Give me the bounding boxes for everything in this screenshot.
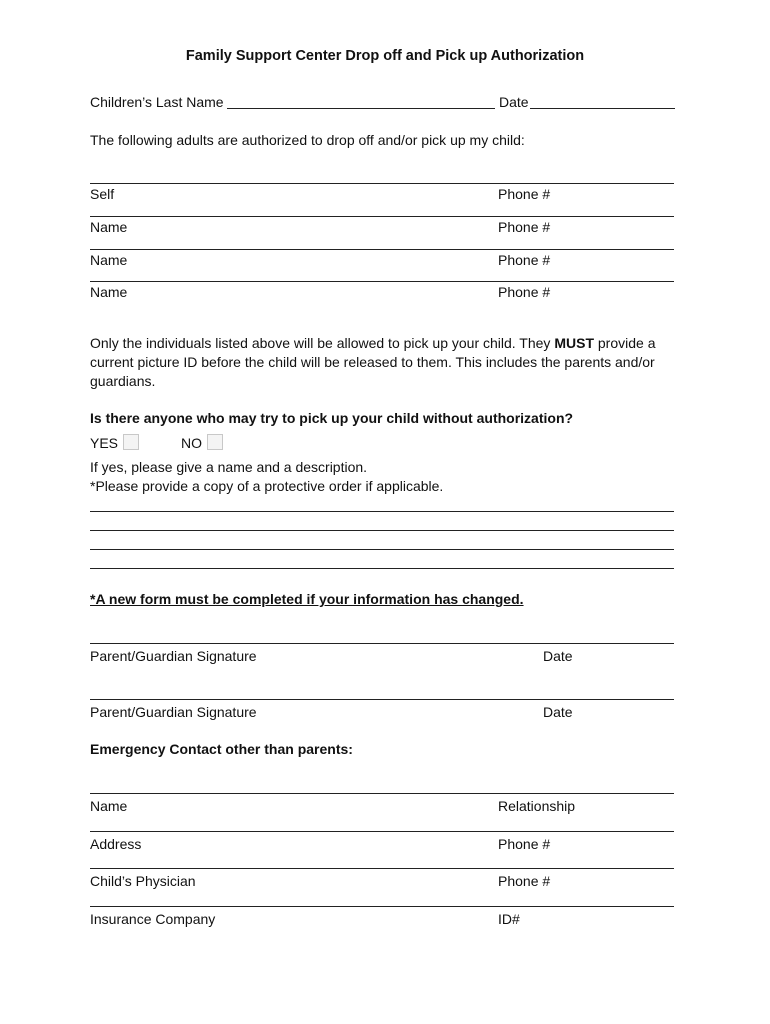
authorized-phone-label: Phone # — [498, 284, 551, 300]
emergency-line-2[interactable] — [90, 831, 674, 832]
signature-date-label: Date — [543, 704, 573, 720]
description-line-1[interactable] — [90, 511, 674, 512]
emergency-heading: Emergency Contact other than parents: — [90, 741, 353, 757]
authorized-line-1[interactable] — [90, 183, 674, 184]
description-line-4[interactable] — [90, 568, 674, 569]
authorized-line-3[interactable] — [90, 249, 674, 250]
yes-checkbox[interactable] — [123, 434, 139, 450]
emergency-field-label: Insurance Company — [90, 911, 216, 927]
description-line-3[interactable] — [90, 549, 674, 550]
emergency-field-label-right: Phone # — [498, 836, 551, 852]
emergency-field-label-right: Relationship — [498, 798, 576, 814]
id-notice-text-2: provide a current picture ID before the child will be released to them. This includes the parents and/or guardians. — [90, 335, 656, 389]
no-option[interactable] — [181, 434, 223, 452]
id-notice-must: MUST — [554, 335, 594, 351]
signature-date-label: Date — [543, 648, 573, 664]
children-last-name-label: Children’s Last Name — [90, 94, 224, 110]
emergency-field-label-right: ID# — [498, 911, 520, 927]
form-title: Family Support Center Drop off and Pick up Authorization — [185, 48, 585, 64]
emergency-field-label: Name — [90, 798, 128, 814]
emergency-field-label-right: Phone # — [498, 873, 551, 889]
emergency-field-label: Address — [90, 836, 142, 852]
authorized-name-label: Self — [90, 186, 115, 202]
authorized-intro: The following adults are authorized to drop off and/or pick up my child: — [90, 132, 525, 148]
yes-option[interactable] — [90, 434, 139, 452]
date-label: Date — [499, 94, 529, 110]
authorized-name-label: Name — [90, 219, 128, 235]
children-last-name-field[interactable] — [227, 108, 495, 109]
signature-label: Parent/Guardian Signature — [90, 648, 257, 664]
id-notice-text-1: Only the individuals listed above will be allowed to pick up your child. They — [90, 335, 555, 351]
protective-order-instruction: *Please provide a copy of a protective order if applicable. — [90, 478, 444, 494]
signature-line-2[interactable] — [90, 699, 674, 700]
no-checkbox[interactable] — [207, 434, 223, 450]
unauthorized-question: Is there anyone who may try to pick up your child without authorization? — [90, 410, 574, 426]
authorized-phone-label: Phone # — [498, 219, 551, 235]
authorized-phone-label: Phone # — [498, 186, 551, 202]
signature-label: Parent/Guardian Signature — [90, 704, 257, 720]
emergency-line-1[interactable] — [90, 793, 674, 794]
authorized-line-2[interactable] — [90, 216, 674, 217]
if-yes-instruction: If yes, please give a name and a description. — [90, 459, 368, 475]
yes-label: YES — [90, 435, 119, 451]
emergency-field-label: Child’s Physician — [90, 873, 196, 889]
date-field[interactable] — [530, 108, 675, 109]
new-form-notice: *A new form must be completed if your information has changed. — [90, 591, 524, 607]
authorized-name-label: Name — [90, 284, 128, 300]
signature-line-1[interactable] — [90, 643, 674, 644]
emergency-line-4[interactable] — [90, 906, 674, 907]
authorized-phone-label: Phone # — [498, 252, 551, 268]
authorized-line-4[interactable] — [90, 281, 674, 282]
description-line-2[interactable] — [90, 530, 674, 531]
id-notice — [90, 334, 680, 391]
emergency-line-3[interactable] — [90, 868, 674, 869]
no-label: NO — [181, 435, 202, 451]
authorized-name-label: Name — [90, 252, 128, 268]
